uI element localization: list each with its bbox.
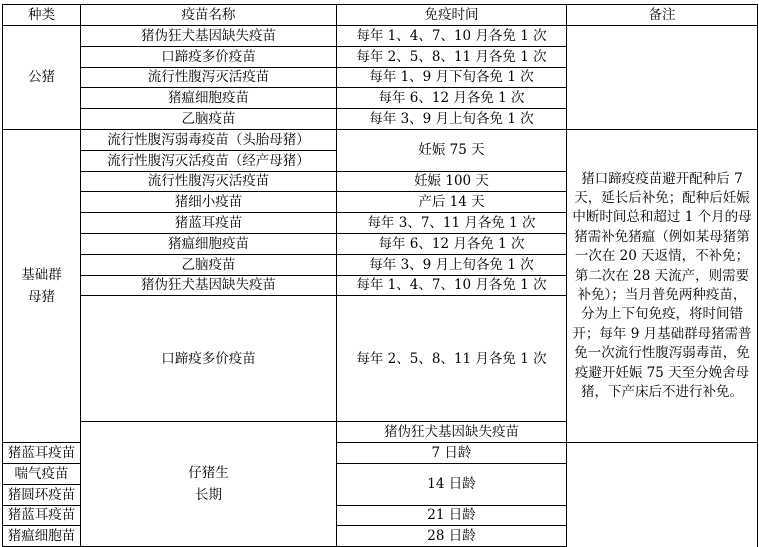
- vaccine-cell: 流行性腹泻灭活疫苗: [81, 171, 337, 192]
- time-cell: 28 日龄: [337, 526, 567, 547]
- vaccine-cell: 口蹄疫多价疫苗: [81, 46, 337, 67]
- vaccination-schedule-table-wrapper: [2, 4, 758, 547]
- time-cell: 每年 3、9 月上旬各免 1 次: [337, 109, 567, 130]
- vaccine-cell: 乙脑疫苗: [81, 254, 337, 275]
- category-boar: 公猪: [3, 26, 81, 130]
- vaccine-cell: 猪伪狂犬基因缺失疫苗: [81, 275, 337, 296]
- header-vaccine: 疫苗名称: [81, 5, 337, 26]
- time-cell: 7 日龄: [337, 443, 567, 464]
- vaccine-cell: 猪蓝耳疫苗: [81, 213, 337, 234]
- vaccination-schedule-table: [2, 4, 758, 547]
- vaccine-cell: 猪圆环疫苗: [3, 484, 81, 505]
- vaccine-cell: 喘气疫苗: [3, 463, 81, 484]
- time-cell: 产后 14 天: [337, 192, 567, 213]
- vaccine-cell: 猪伪狂犬基因缺失疫苗: [337, 422, 567, 443]
- vaccine-cell: 流行性腹泻灭活疫苗: [81, 67, 337, 88]
- time-cell: 每年 1、4、7、10 月各免 1 次: [337, 275, 567, 296]
- category-piglet: [81, 422, 337, 547]
- time-cell: 每年 6、12 月各免 1 次: [337, 233, 567, 254]
- vaccine-cell: 乙脑疫苗: [81, 109, 337, 130]
- header-time: 免疫时间: [337, 5, 567, 26]
- vaccine-cell: 猪伪狂犬基因缺失疫苗: [81, 26, 337, 47]
- header-row: [3, 5, 758, 26]
- time-cell: 每年 1、4、7、10 月各免 1 次: [337, 26, 567, 47]
- time-cell: 21 日龄: [337, 505, 567, 526]
- header-type: 种类: [3, 5, 81, 26]
- time-cell: 每年 2、5、8、11 月各免 1 次: [337, 296, 567, 422]
- vaccine-cell: 猪瘟细胞疫苗: [81, 233, 337, 254]
- vaccine-cell: 猪蓝耳疫苗: [3, 443, 81, 464]
- category-sow: [3, 129, 81, 442]
- category-sow-line2: 母猪: [28, 289, 55, 306]
- category-piglet-line2: 长期: [195, 487, 222, 504]
- vaccine-cell: 流行性腹泻灭活疫苗（经产母猪）: [81, 150, 337, 171]
- time-cell: 14 日龄: [337, 463, 567, 505]
- table-row: [3, 26, 758, 47]
- time-cell: 每年 1、9 月下旬各免 1 次: [337, 67, 567, 88]
- vaccine-cell: 猪细小疫苗: [81, 192, 337, 213]
- time-cell: 妊娠 75 天: [337, 129, 567, 171]
- time-cell: 每年 6、12 月各免 1 次: [337, 88, 567, 109]
- time-cell: 每年 2、5、8、11 月各免 1 次: [337, 46, 567, 67]
- category-piglet-line1: 仔猪生: [188, 465, 229, 482]
- category-sow-line1: 基础群: [21, 267, 62, 284]
- vaccine-cell: 流行性腹泻弱毒疫苗（头胎母猪）: [81, 129, 337, 150]
- note-cell-boar: [567, 26, 758, 130]
- time-cell: 每年 3、7、11 月各免 1 次: [337, 213, 567, 234]
- note-cell-sow: 猪口蹄疫疫苗避开配种后 7 天，延长后补免；配种后妊娠中断时间总和超过 1 个月的母猪需补免猪瘟（例如某母猪第一次在 20 天返情，不补免；第二次在 28 天流产，则需要补免）；当月普免两种疫苗，分为上下旬免疫，将时间错开；每年 9 月基础群母猪需普免一次流行性腹泻弱毒苗，免疫避开妊娠 75 天至分娩舍母猪，下产床后不进行补免。: [567, 129, 758, 442]
- vaccine-cell: 猪蓝耳疫苗: [3, 505, 81, 526]
- table-row: [3, 129, 758, 150]
- vaccine-cell: 猪瘟细胞苗: [3, 526, 81, 547]
- time-cell: 妊娠 100 天: [337, 171, 567, 192]
- time-cell: 每年 3、9 月上旬各免 1 次: [337, 254, 567, 275]
- header-notes: 备注: [567, 5, 758, 26]
- vaccine-cell: 口蹄疫多价疫苗: [81, 296, 337, 422]
- vaccine-cell: 猪瘟细胞疫苗: [81, 88, 337, 109]
